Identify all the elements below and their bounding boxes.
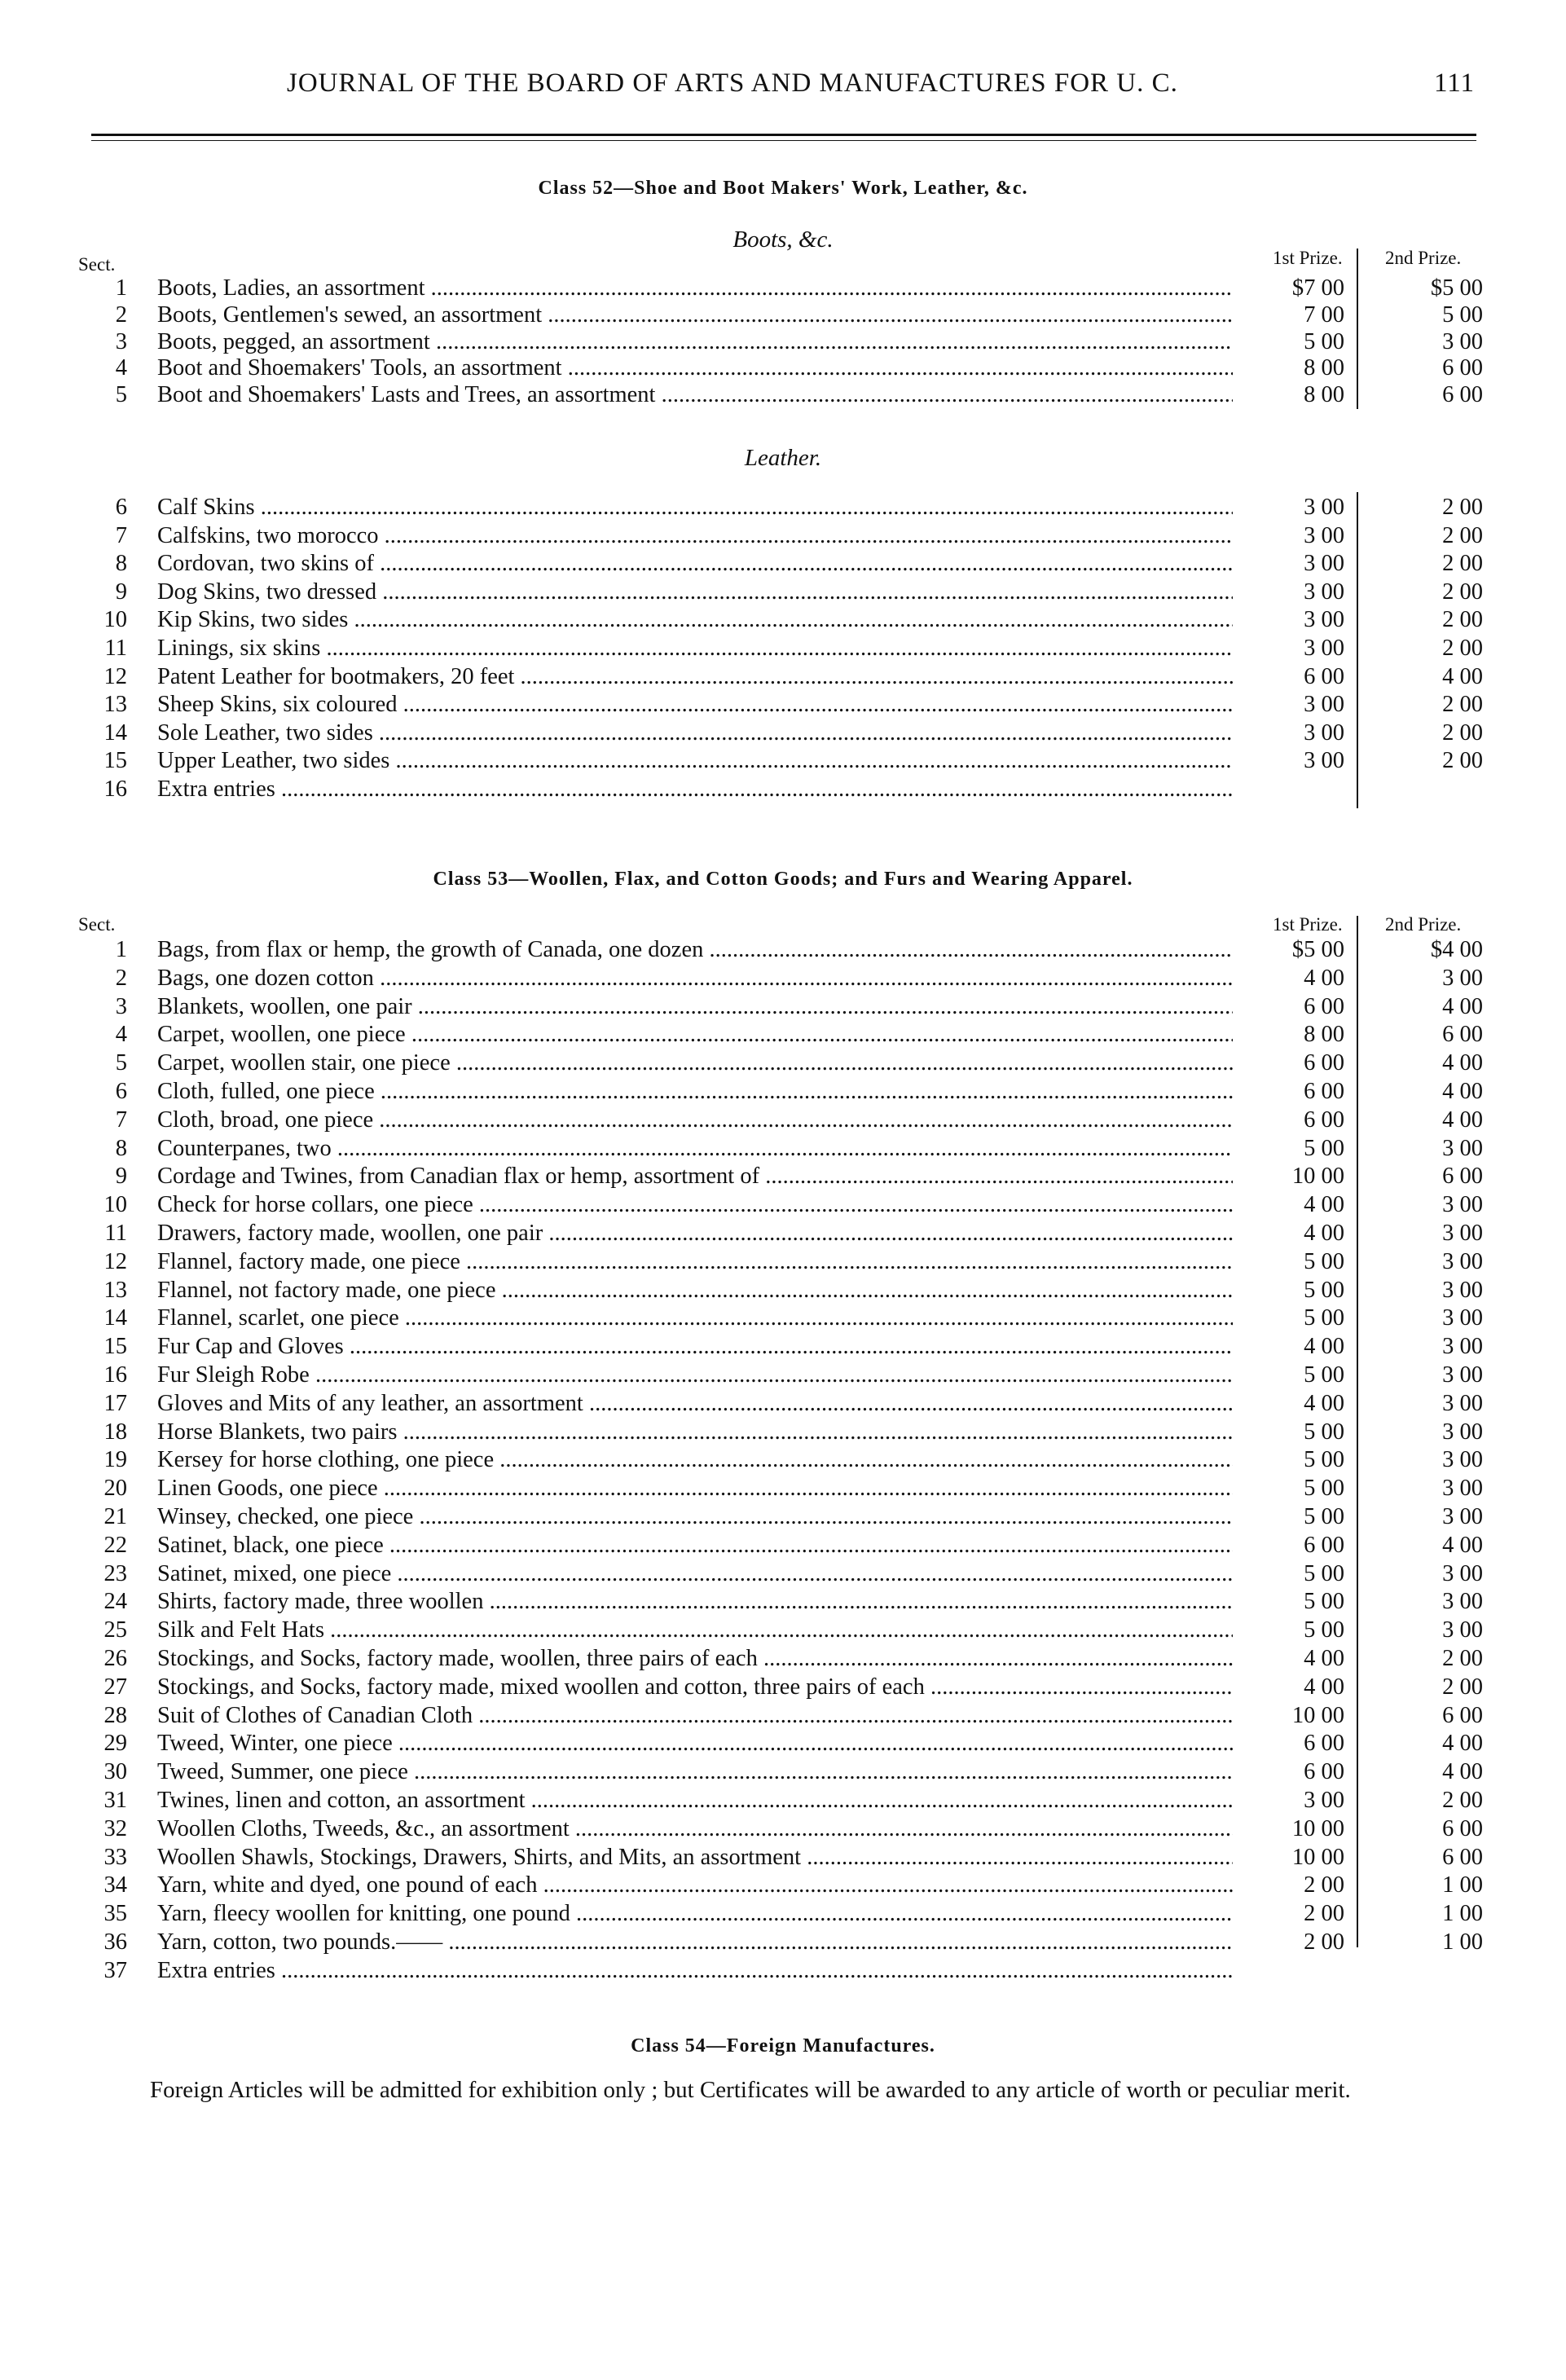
second-prize: 3 00 (1442, 1447, 1483, 1473)
second-prize: $4 00 (1430, 937, 1483, 962)
table-row (0, 1049, 1566, 1077)
section-number: 34 (103, 1872, 127, 1898)
item-description: Dog Skins, two dressed ..... (157, 578, 1233, 606)
second-prize: 6 00 (1442, 1815, 1483, 1841)
item-description: Extra entries ..... (157, 1956, 1233, 1985)
section-number: 2 (115, 301, 127, 328)
second-prize: 3 00 (1442, 1362, 1483, 1388)
first-prize: 3 00 (1304, 522, 1344, 548)
table-row (0, 1361, 1566, 1389)
second-prize: 3 00 (1442, 1334, 1483, 1360)
item-description: Bags, from flax or hemp, the growth of Canada, one dozen ..... (157, 935, 1233, 964)
section-number: 10 (103, 1192, 127, 1218)
item-description: Blankets, woollen, one pair ..... (157, 992, 1233, 1021)
item-description: Patent Leather for bootmakers, 20 feet ..... (157, 662, 1233, 691)
section-number: 31 (103, 1788, 127, 1813)
table-row (0, 1020, 1566, 1049)
section-number: 9 (115, 579, 127, 605)
section-number: 6 (115, 1079, 127, 1104)
first-prize: 4 00 (1304, 1221, 1344, 1246)
first-prize: 5 00 (1304, 1504, 1344, 1529)
table-row (0, 775, 1566, 803)
item-description: Twines, linen and cotton, an assortment ..... (157, 1786, 1233, 1815)
first-prize: 4 00 (1304, 1334, 1344, 1360)
second-prize: 1 00 (1442, 1872, 1483, 1898)
section-number: 28 (103, 1702, 127, 1728)
first-prize: 5 00 (1304, 1447, 1344, 1473)
section-number: 11 (104, 636, 127, 661)
section-number: 36 (103, 1929, 127, 1955)
second-prize: 1 00 (1442, 1901, 1483, 1927)
first-prize: 10 00 (1291, 1164, 1344, 1190)
section-number: 22 (103, 1532, 127, 1558)
table-row (0, 746, 1566, 775)
table-row (0, 1871, 1566, 1899)
section-number: 33 (103, 1844, 127, 1870)
section-number: 8 (115, 551, 127, 577)
item-description: Cordovan, two skins of ..... (157, 549, 1233, 578)
second-prize: 2 00 (1442, 522, 1483, 548)
item-description: Winsey, checked, one piece ..... (157, 1502, 1233, 1531)
first-prize: 5 00 (1304, 1617, 1344, 1643)
first-prize: 5 00 (1304, 1419, 1344, 1445)
item-description: Boot and Shoemakers' Lasts and Trees, an assortment ..... (157, 381, 1233, 409)
first-prize: 5 00 (1304, 1305, 1344, 1331)
section-number: 6 (115, 495, 127, 520)
first-prize: 3 00 (1304, 607, 1344, 633)
first-prize: 4 00 (1304, 965, 1344, 991)
second-prize: 3 00 (1442, 1617, 1483, 1643)
second-prize: 4 00 (1442, 1050, 1483, 1076)
item-description: Flannel, not factory made, one piece ..... (157, 1276, 1233, 1304)
first-prize: 6 00 (1304, 663, 1344, 689)
item-description: Upper Leather, two sides ..... (157, 746, 1233, 775)
table-row (0, 1531, 1566, 1560)
section-number: 4 (115, 355, 127, 381)
item-description: Fur Cap and Gloves ..... (157, 1332, 1233, 1361)
section-number: 16 (103, 1362, 127, 1388)
item-description: Kersey for horse clothing, one piece ..... (157, 1445, 1233, 1474)
second-prize: 1 00 (1442, 1929, 1483, 1955)
page-number: 111 (1433, 68, 1475, 98)
table-row (0, 719, 1566, 747)
table-row (0, 381, 1566, 409)
class-52-title: Class 52—Shoe and Boot Makers' Work, Leather, &c. (538, 178, 1028, 199)
table-row (0, 1758, 1566, 1786)
section-number: 30 (103, 1759, 127, 1785)
section-number: 10 (103, 607, 127, 633)
table-row (0, 1786, 1566, 1815)
first-prize: 4 00 (1304, 1390, 1344, 1416)
sect-label: Sect. (78, 914, 116, 935)
item-description: Cloth, fulled, one piece ..... (157, 1077, 1233, 1106)
item-description: Carpet, woollen stair, one piece ..... (157, 1049, 1233, 1077)
second-prize: 4 00 (1442, 1106, 1483, 1133)
second-prize: 2 00 (1442, 579, 1483, 605)
second-prize: 4 00 (1442, 1759, 1483, 1785)
item-description: Gloves and Mits of any leather, an assortment ..... (157, 1389, 1233, 1418)
item-description: Flannel, scarlet, one piece ..... (157, 1304, 1233, 1332)
table-row (0, 521, 1566, 550)
section-number: 17 (103, 1390, 127, 1416)
class-53-title: Class 53—Woollen, Flax, and Cotton Goods; and Furs and Wearing Apparel. (433, 869, 1133, 890)
table-row (0, 1587, 1566, 1616)
table-row (0, 1134, 1566, 1163)
second-prize: 4 00 (1442, 993, 1483, 1019)
first-prize: 5 00 (1304, 1362, 1344, 1388)
section-number: 7 (115, 1106, 127, 1133)
table-row (0, 605, 1566, 634)
section-number: 4 (115, 1022, 127, 1048)
item-description: Check for horse collars, one piece ..... (157, 1190, 1233, 1219)
first-prize: 6 00 (1304, 1759, 1344, 1785)
second-prize: 2 00 (1442, 495, 1483, 520)
item-description: Yarn, white and dyed, one pound of each ..... (157, 1871, 1233, 1899)
first-prize: 6 00 (1304, 1106, 1344, 1133)
item-description: Tweed, Winter, one piece ..... (157, 1729, 1233, 1758)
item-description: Linen Goods, one piece ..... (157, 1474, 1233, 1502)
section-number: 16 (103, 776, 127, 802)
section-number: 29 (103, 1731, 127, 1757)
item-description: Sheep Skins, six coloured ..... (157, 690, 1233, 719)
section-number: 15 (103, 1334, 127, 1360)
section-number: 37 (103, 1957, 127, 1983)
item-description: Carpet, woollen, one piece ..... (157, 1020, 1233, 1049)
second-prize: 4 00 (1442, 1532, 1483, 1558)
item-description: Woollen Cloths, Tweeds, &c., an assortment ..... (157, 1815, 1233, 1843)
item-description: Boot and Shoemakers' Tools, an assortment ..... (157, 354, 1233, 382)
table-row (0, 301, 1566, 329)
second-prize: 3 00 (1442, 965, 1483, 991)
section-number: 23 (103, 1560, 127, 1586)
second-prize: 3 00 (1442, 1248, 1483, 1274)
section-number: 5 (115, 1050, 127, 1076)
table-row (0, 1560, 1566, 1588)
table-row (0, 1701, 1566, 1730)
table-row (0, 690, 1566, 719)
item-description: Tweed, Summer, one piece ..... (157, 1758, 1233, 1786)
item-description: Yarn, cotton, two pounds.—— ..... (157, 1928, 1233, 1956)
table-row (0, 1815, 1566, 1843)
first-prize: 6 00 (1304, 1532, 1344, 1558)
section-number: 27 (103, 1674, 127, 1700)
first-prize: 2 00 (1304, 1901, 1344, 1927)
table-row (0, 964, 1566, 992)
second-prize: 4 00 (1442, 663, 1483, 689)
first-prize: 3 00 (1304, 551, 1344, 577)
section-number: 8 (115, 1135, 127, 1161)
table-row (0, 1332, 1566, 1361)
first-prize: 10 00 (1291, 1815, 1344, 1841)
first-prize: 3 00 (1304, 495, 1344, 520)
second-prize: 2 00 (1442, 719, 1483, 746)
first-prize: 4 00 (1304, 1192, 1344, 1218)
second-prize: 2 00 (1442, 551, 1483, 577)
item-description: Woollen Shawls, Stockings, Drawers, Shirts, and Mits, an assortment ..... (157, 1843, 1233, 1872)
section-number: 21 (103, 1504, 127, 1529)
table-row (0, 274, 1566, 302)
class-54-note: Foreign Articles will be admitted for exhibition only ; but Certificates will be awarded to any article of worth or peculiar merit. (150, 2077, 1351, 2103)
first-prize: 5 00 (1304, 328, 1344, 354)
table-row (0, 1956, 1566, 1985)
first-prize: 5 00 (1304, 1277, 1344, 1303)
first-prize: 5 00 (1304, 1560, 1344, 1586)
item-description: Drawers, factory made, woollen, one pair ..... (157, 1219, 1233, 1247)
first-prize: $7 00 (1291, 275, 1344, 301)
section-number: 9 (115, 1164, 127, 1190)
first-prize: 6 00 (1304, 1731, 1344, 1757)
first-prize: 4 00 (1304, 1646, 1344, 1671)
table-row (0, 1162, 1566, 1190)
section-number: 1 (115, 275, 127, 301)
sect-label: Sect. (78, 254, 116, 275)
table-row (0, 1729, 1566, 1758)
first-prize: 3 00 (1304, 579, 1344, 605)
second-prize: 2 00 (1442, 1646, 1483, 1671)
item-description: Kip Skins, two sides ..... (157, 605, 1233, 634)
first-prize: 5 00 (1304, 1589, 1344, 1615)
second-prize: 3 00 (1442, 1277, 1483, 1303)
item-description: Suit of Clothes of Canadian Cloth ..... (157, 1701, 1233, 1730)
first-prize: 10 00 (1291, 1844, 1344, 1870)
table-row (0, 578, 1566, 606)
item-description: Calf Skins ..... (157, 493, 1233, 521)
first-prize: 5 00 (1304, 1476, 1344, 1502)
second-prize-label: 2nd Prize. (1385, 914, 1462, 935)
table-row (0, 1474, 1566, 1502)
second-prize: 3 00 (1442, 1504, 1483, 1529)
table-row (0, 1673, 1566, 1701)
second-prize-label: 2nd Prize. (1385, 248, 1462, 268)
item-description: Linings, six skins ..... (157, 634, 1233, 662)
section-number: 3 (115, 993, 127, 1019)
first-prize: 3 00 (1304, 692, 1344, 718)
table-row (0, 1190, 1566, 1219)
second-prize: 5 00 (1442, 301, 1483, 328)
item-description: Extra entries ..... (157, 775, 1233, 803)
table-row (0, 935, 1566, 964)
section-number: 11 (104, 1221, 127, 1246)
item-description: Silk and Felt Hats ..... (157, 1616, 1233, 1644)
first-prize: 7 00 (1304, 301, 1344, 328)
table-row (0, 1644, 1566, 1673)
second-prize: 3 00 (1442, 1135, 1483, 1161)
section-number: 24 (103, 1589, 127, 1615)
section-number: 1 (115, 937, 127, 962)
second-prize: 4 00 (1442, 1731, 1483, 1757)
table-row (0, 328, 1566, 356)
second-prize: 2 00 (1442, 636, 1483, 661)
item-description: Stockings, and Socks, factory made, woollen, three pairs of each ..... (157, 1644, 1233, 1673)
first-prize: 3 00 (1304, 1788, 1344, 1813)
item-description: Counterpanes, two ..... (157, 1134, 1233, 1163)
section-number: 19 (103, 1447, 127, 1473)
table-row (0, 992, 1566, 1021)
section-number: 25 (103, 1617, 127, 1643)
table-row (0, 1843, 1566, 1872)
second-prize: 3 00 (1442, 1390, 1483, 1416)
second-prize: 6 00 (1442, 1022, 1483, 1048)
item-description: Fur Sleigh Robe ..... (157, 1361, 1233, 1389)
second-prize: 2 00 (1442, 748, 1483, 774)
second-prize: 2 00 (1442, 607, 1483, 633)
section-number: 15 (103, 748, 127, 774)
first-prize: 6 00 (1304, 1079, 1344, 1104)
second-prize: 3 00 (1442, 1560, 1483, 1586)
first-prize-label: 1st Prize. (1273, 248, 1343, 268)
table-row (0, 1077, 1566, 1106)
first-prize: 4 00 (1304, 1674, 1344, 1700)
item-description: Shirts, factory made, three woollen ..... (157, 1587, 1233, 1616)
first-prize: 10 00 (1291, 1702, 1344, 1728)
first-prize: 3 00 (1304, 636, 1344, 661)
item-description: Boots, pegged, an assortment ..... (157, 328, 1233, 356)
section-number: 13 (103, 1277, 127, 1303)
boots-heading: Boots, &c. (732, 227, 834, 253)
first-prize: 6 00 (1304, 1050, 1344, 1076)
item-description: Calfskins, two morocco ..... (157, 521, 1233, 550)
section-number: 35 (103, 1901, 127, 1927)
table-row (0, 354, 1566, 382)
table-row (0, 1304, 1566, 1332)
leather-heading: Leather. (744, 445, 822, 471)
first-prize: 3 00 (1304, 719, 1344, 746)
section-number: 20 (103, 1476, 127, 1502)
section-number: 5 (115, 382, 127, 408)
journal-title: JOURNAL OF THE BOARD OF ARTS AND MANUFACTURES FOR U. C. (287, 68, 1178, 98)
item-description: Cloth, broad, one piece ..... (157, 1106, 1233, 1134)
first-prize: 6 00 (1304, 993, 1344, 1019)
second-prize: 2 00 (1442, 692, 1483, 718)
table-row (0, 1445, 1566, 1474)
item-description: Sole Leather, two sides ..... (157, 719, 1233, 747)
item-description: Boots, Ladies, an assortment ..... (157, 274, 1233, 302)
first-prize: $5 00 (1291, 937, 1344, 962)
second-prize: 6 00 (1442, 382, 1483, 408)
table-row (0, 1276, 1566, 1304)
table-row (0, 1502, 1566, 1531)
second-prize: 3 00 (1442, 1589, 1483, 1615)
table-row (0, 1899, 1566, 1928)
item-description: Horse Blankets, two pairs ..... (157, 1418, 1233, 1446)
section-number: 13 (103, 692, 127, 718)
first-prize: 5 00 (1304, 1135, 1344, 1161)
second-prize: $5 00 (1430, 275, 1483, 301)
table-row (0, 1928, 1566, 1956)
second-prize: 3 00 (1442, 1305, 1483, 1331)
section-number: 26 (103, 1646, 127, 1671)
section-number: 7 (115, 522, 127, 548)
table-row (0, 1247, 1566, 1276)
header-rule (91, 134, 1476, 136)
table-row (0, 662, 1566, 691)
header-rule-thin (91, 140, 1476, 141)
item-description: Boots, Gentlemen's sewed, an assortment ..... (157, 301, 1233, 329)
table-row (0, 493, 1566, 521)
item-description: Satinet, mixed, one piece ..... (157, 1560, 1233, 1588)
second-prize: 6 00 (1442, 1164, 1483, 1190)
first-prize: 2 00 (1304, 1872, 1344, 1898)
second-prize: 3 00 (1442, 1419, 1483, 1445)
second-prize: 4 00 (1442, 1079, 1483, 1104)
first-prize: 8 00 (1304, 382, 1344, 408)
second-prize: 2 00 (1442, 1674, 1483, 1700)
section-number: 14 (103, 1305, 127, 1331)
second-prize: 6 00 (1442, 355, 1483, 381)
running-header (0, 68, 1566, 117)
item-description: Cordage and Twines, from Canadian flax or hemp, assortment of ..... (157, 1162, 1233, 1190)
second-prize: 6 00 (1442, 1702, 1483, 1728)
first-prize: 5 00 (1304, 1248, 1344, 1274)
table-row (0, 549, 1566, 578)
item-description: Flannel, factory made, one piece ..... (157, 1247, 1233, 1276)
section-number: 3 (115, 328, 127, 354)
second-prize: 6 00 (1442, 1844, 1483, 1870)
section-number: 12 (103, 663, 127, 689)
table-row (0, 1418, 1566, 1446)
item-description: Stockings, and Socks, factory made, mixed woollen and cotton, three pairs of each ..... (157, 1673, 1233, 1701)
first-prize: 2 00 (1304, 1929, 1344, 1955)
second-prize: 3 00 (1442, 1192, 1483, 1218)
item-description: Bags, one dozen cotton ..... (157, 964, 1233, 992)
second-prize: 3 00 (1442, 328, 1483, 354)
first-prize-label: 1st Prize. (1273, 914, 1343, 935)
second-prize: 3 00 (1442, 1221, 1483, 1246)
second-prize: 2 00 (1442, 1788, 1483, 1813)
section-number: 18 (103, 1419, 127, 1445)
first-prize: 8 00 (1304, 1022, 1344, 1048)
section-number: 12 (103, 1248, 127, 1274)
table-row (0, 1219, 1566, 1247)
section-number: 2 (115, 965, 127, 991)
table-row (0, 634, 1566, 662)
table-row (0, 1389, 1566, 1418)
table-row (0, 1106, 1566, 1134)
second-prize: 3 00 (1442, 1476, 1483, 1502)
item-description: Yarn, fleecy woollen for knitting, one pound ..... (157, 1899, 1233, 1928)
item-description: Satinet, black, one piece ..... (157, 1531, 1233, 1560)
first-prize: 8 00 (1304, 355, 1344, 381)
section-number: 14 (103, 719, 127, 746)
section-number: 32 (103, 1815, 127, 1841)
first-prize: 3 00 (1304, 748, 1344, 774)
table-row (0, 1616, 1566, 1644)
class-54-title: Class 54—Foreign Manufactures. (631, 2035, 935, 2057)
